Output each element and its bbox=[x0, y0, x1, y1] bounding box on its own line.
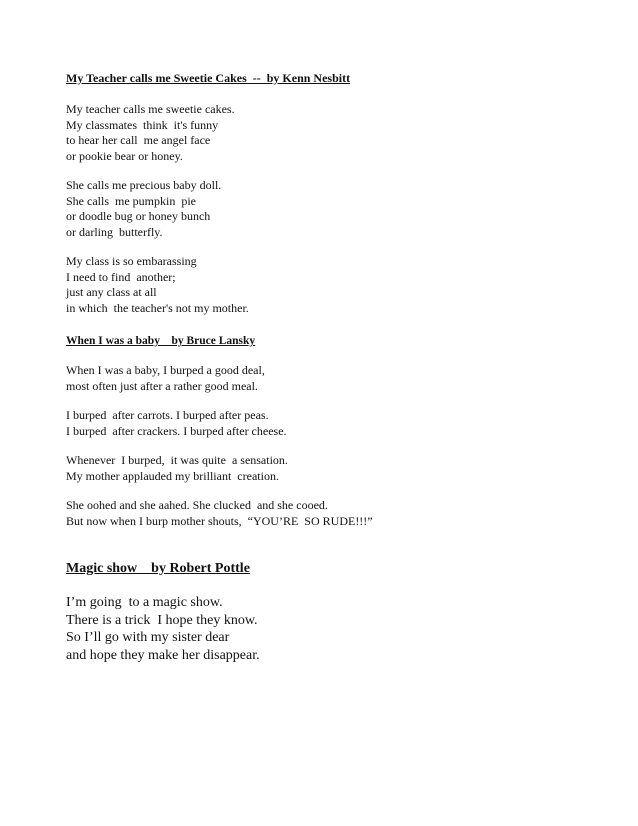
poem-line: She oohed and she aahed. She clucked and she cooed. bbox=[66, 498, 328, 512]
poem-line: My class is so embarassing bbox=[66, 254, 197, 268]
poem-line: to hear her call me angel face bbox=[66, 133, 211, 147]
poem-line: I need to find another; bbox=[66, 269, 176, 284]
poem-when-i-was-a-baby bbox=[66, 333, 586, 529]
poem-line: I burped after crackers. I burped after cheese. bbox=[66, 424, 287, 438]
poem-stanza bbox=[66, 452, 586, 484]
poem-line: just any class at all bbox=[66, 285, 157, 299]
poem-line: I burped after carrots. I burped after peas. bbox=[66, 408, 269, 422]
poem-stanza bbox=[66, 102, 586, 164]
poem-magic-show bbox=[66, 560, 586, 664]
poem-line: There is a trick I hope they know. bbox=[66, 612, 258, 628]
poem-stanza bbox=[66, 407, 586, 439]
poem-stanza bbox=[66, 362, 586, 394]
poem-stanza bbox=[66, 178, 586, 240]
poem-title: Magic show by Robert Pottle bbox=[66, 561, 250, 576]
poem-title: My Teacher calls me Sweetie Cakes -- by Kenn Nesbitt bbox=[66, 71, 351, 85]
poem-title: When I was a baby by Bruce Lansky bbox=[66, 335, 256, 347]
poem-line: in which the teacher's not my mother. bbox=[66, 300, 249, 315]
poem-line: My teacher calls me sweetie cakes. bbox=[66, 102, 235, 116]
poem-line: She calls me pumpkin pie bbox=[66, 193, 196, 208]
poem-line: most often just after a rather good meal. bbox=[66, 379, 258, 393]
poem-line: She calls me precious baby doll. bbox=[66, 178, 222, 192]
poem-line: or darling butterfly. bbox=[66, 224, 163, 239]
poem-line: My classmates think it's funny bbox=[66, 117, 219, 132]
poem-line: My mother applauded my brilliant creation. bbox=[66, 469, 279, 483]
poem-line: or pookie bear or honey. bbox=[66, 148, 183, 163]
poem-stanza bbox=[66, 594, 586, 664]
poem-line: Whenever I burped, it was quite a sensation. bbox=[66, 453, 288, 467]
poem-line: or doodle bug or honey bunch bbox=[66, 209, 211, 223]
poem-line: So I’ll go with my sister dear bbox=[66, 630, 230, 645]
poem-line: I’m going to a magic show. bbox=[66, 595, 223, 610]
poem-stanza bbox=[66, 254, 586, 316]
poem-stanza bbox=[66, 497, 586, 529]
poem-line: and hope they make her disappear. bbox=[66, 647, 260, 663]
poem-teacher-sweetie-cakes bbox=[66, 70, 586, 316]
poem-line: When I was a baby, I burped a good deal, bbox=[66, 363, 265, 377]
poem-line: But now when I burp mother shouts, “YOU’RE SO RUDE!!!” bbox=[66, 514, 373, 528]
